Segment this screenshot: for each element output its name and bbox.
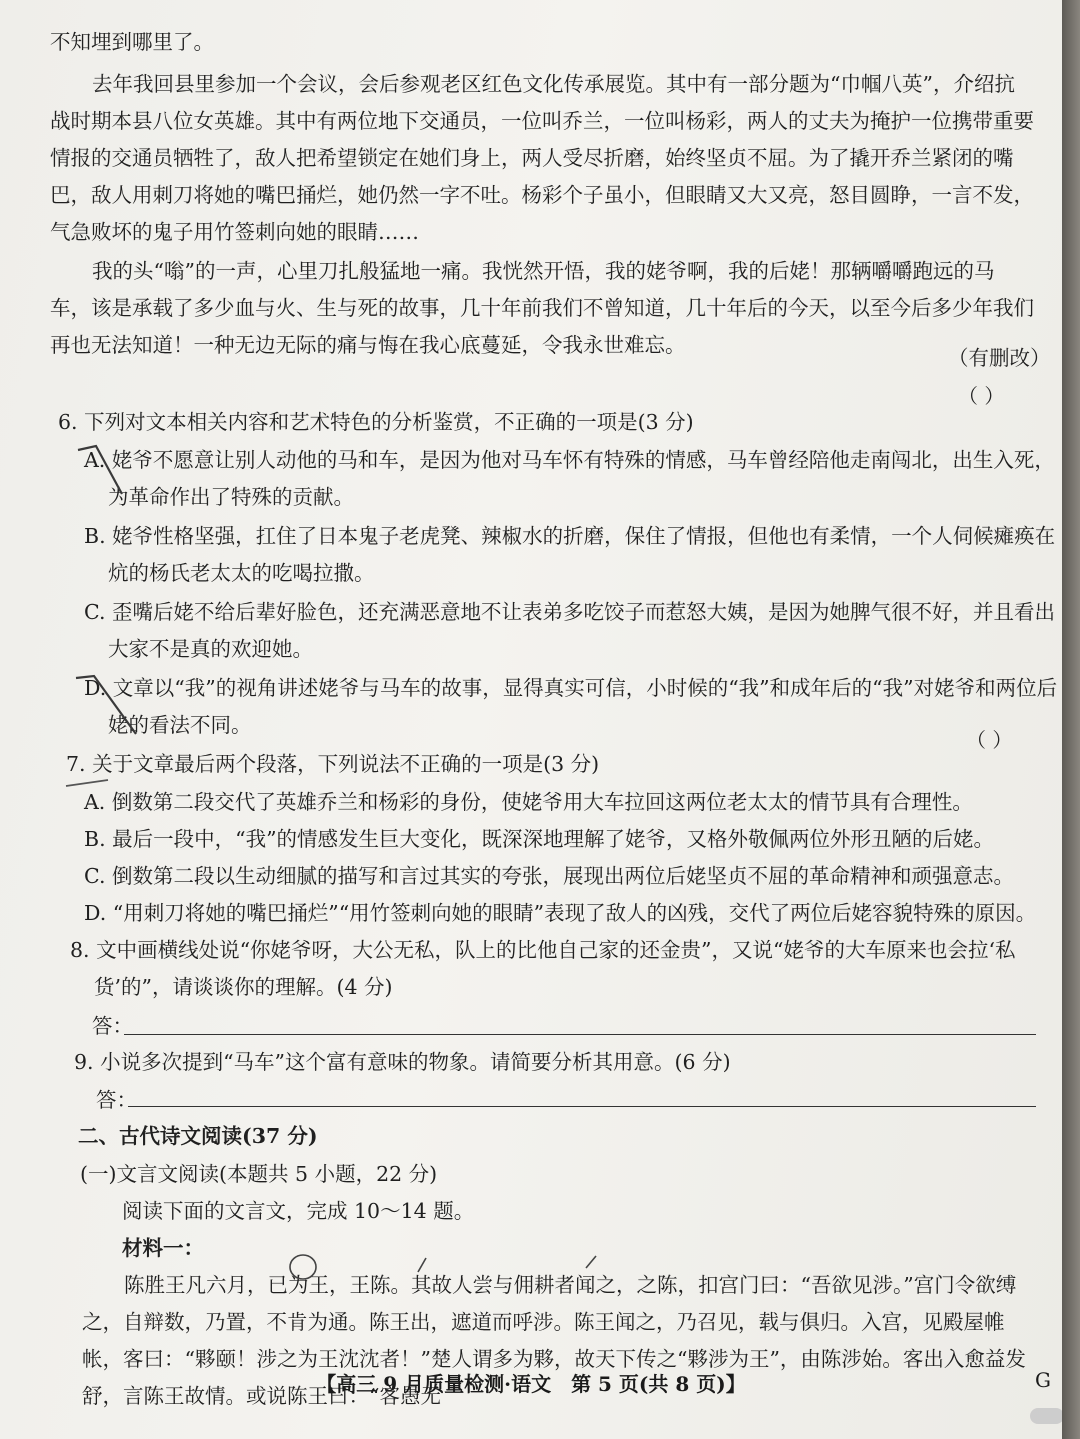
q7-option-a: A. 倒数第二段交代了英雄乔兰和杨彩的身份，使姥爷用大车拉回这两位老太太的情节具有合理性。 xyxy=(84,790,973,814)
story-paragraph-realization: 我的头“嗡”的一声，心里刀扎般猛地一痛。我恍然开悟，我的姥爷啊，我的后姥！那辆嚼嚼跑远的马车，该是承载了多少血与火、生与死的故事，几十年前我们不曾知道，几十年后的今天，以至今后多少年我们再也无法知道！一种无边无际的痛与悔在我心底蔓延，令我永世难忘。 xyxy=(50,259,1034,357)
q7-option-d: D. “用刺刀将她的嘴巴捅烂”“用竹签刺向她的眼睛”表现了敌人的凶残，交代了两位后姥容貌特殊的原因。 xyxy=(84,901,1037,925)
page-footer: 【高三 9 月质量检测·语文 第 5 页(共 8 页)】 xyxy=(316,1372,746,1396)
q6-option-c: C. 歪嘴后姥不给后辈好脸色，还充满恶意地不让表弟多吃饺子而惹怒大姨，是因为她脾气很不好，并且看出大家不是真的欢迎她。 xyxy=(84,600,1055,661)
pencil-circle-wang xyxy=(290,1255,316,1279)
q6-option-b: B. 姥爷性格坚强，扛住了日本鬼子老虎凳、辣椒水的折磨，保住了情报，但他也有柔情，一个人伺候瘫痪在炕的杨氏老太太的吃喝拉撒。 xyxy=(84,524,1056,585)
section-2-title: 二、古代诗文阅读(37 分) xyxy=(78,1124,318,1148)
story-paragraph-end: 不知埋到哪里了。 xyxy=(50,30,214,54)
reading-instruction: 阅读下面的文言文，完成 10～14 题。 xyxy=(122,1199,475,1223)
q6-stem: 6. 下列对文本相关内容和艺术特色的分析鉴赏，不正确的一项是(3 分) xyxy=(58,410,694,434)
story-paragraph-exhibition: 去年我回县里参加一个会议，会后参观老区红色文化传承展览。其中有一部分题为“巾帼八英”，介绍抗战时期本县八位女英雄。其中有两位地下交通员，一位叫乔兰，一位叫杨彩，两人的丈夫为掩护一位携带重要情报的交通员牺牲了，敌人把希望锁定在她们身上，两人受尽折磨，始终坚贞不屈。为了撬开乔兰紧闭的嘴巴，敌人用刺刀将她的嘴巴捅烂，她仍然一字不吐。杨彩个子虽小，但眼睛又大又亮，怒目圆睁，一言不发，气急败坏的鬼子用竹签刺向她的眼睛…… xyxy=(50,72,1034,244)
pencil-strike-q6d xyxy=(76,676,136,734)
version-letter: G xyxy=(1035,1368,1051,1392)
q6-option-a: A. 姥爷不愿意让别人动他的马和车，是因为他对马车怀有特殊的情感，马车曾经陪他走南闯北，出生入死，为革命作出了特殊的贡献。 xyxy=(84,448,1055,509)
source-note: （有删改） xyxy=(948,346,1051,370)
q9-stem: 9. 小说多次提到“马车”这个富有意味的物象。请简要分析其用意。(6 分) xyxy=(74,1050,731,1074)
pencil-strike-q7a xyxy=(66,780,108,786)
material-one-text: 陈胜王凡六月，已为王，王陈。其故人尝与佣耕者闻之，之陈，扣宫门曰：“吾欲见涉。”宫门令欲缚之，自辩数，乃置，不肯为通。陈王出，遮道而呼涉。陈王闻之，乃召见，载与俱归。入宫，见殿屋帷帐，客曰：“夥颐！涉之为王沈沈者！”楚人谓多为夥，故天下传之“夥涉为王”，由陈涉始。客出入愈益发舒，言陈王故情。或说陈王曰：“客愚无 xyxy=(82,1273,1026,1408)
q8-answer-label: 答： xyxy=(92,1014,133,1038)
q7-option-b: B. 最后一段中，“我”的情感发生巨大变化，既深深地理解了姥爷，又格外敬佩两位外形丑陋的后姥。 xyxy=(84,827,995,851)
section-2-subtitle: (一)文言文阅读(本题共 5 小题，22 分) xyxy=(80,1162,438,1186)
pencil-strike-q6a xyxy=(78,446,122,494)
q7-option-c: C. 倒数第二段以生动细腻的描写和言过其实的夸张，展现出两位后姥坚贞不屈的革命精神和顽强意志。 xyxy=(84,864,1014,888)
pencil-tick-gu xyxy=(418,1258,426,1272)
q9-answer-label: 答： xyxy=(96,1088,137,1112)
q8-stem: 8. 文中画横线处说“你姥爷呀，大公无私，队上的比他自己家的还金贵”，又说“姥爷的大车原来也会拉‘私货’的”，请谈谈你的理解。(4 分) xyxy=(70,938,1016,999)
q7-stem: 7. 关于文章最后两个段落，下列说法不正确的一项是(3 分) xyxy=(66,752,600,776)
page-edge-shadow xyxy=(1062,0,1080,1439)
q6-option-d: D. 文章以“我”的视角讲述姥爷与马车的故事，显得真实可信，小时候的“我”和成年后的“我”对姥爷和两位后姥的看法不同。 xyxy=(84,676,1058,737)
q7-answer-bracket: （ ） xyxy=(966,728,1013,752)
material-label: 材料一： xyxy=(122,1236,204,1260)
pencil-tick-zhi xyxy=(586,1256,596,1268)
q6-answer-bracket: （ ） xyxy=(958,384,1005,408)
watermark-badge xyxy=(1030,1408,1062,1424)
